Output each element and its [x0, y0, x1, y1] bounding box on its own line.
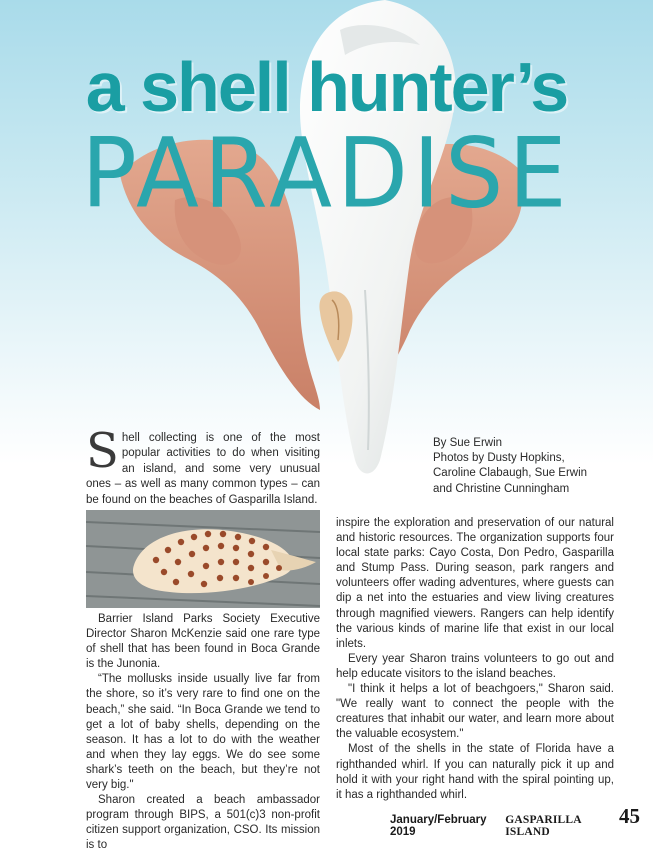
byline-photos-3: and Christine Cunningham [433, 482, 570, 495]
junonia-shell-photo [86, 510, 320, 608]
left-column [86, 612, 320, 854]
intro-text: hell collecting is one of the most popular activities to do when visiting an island, and some very unusual ones – as well as many common types – can be found on the beaches of Gasparilla Island. [86, 432, 320, 506]
title-line-2: PARADISE [81, 117, 572, 230]
byline-author: By Sue Erwin [433, 437, 503, 449]
byline [433, 436, 613, 497]
intro-paragraph [86, 423, 320, 508]
right-continuation: inspire the exploration and preservation of our natural and historic resources. The organization supports four local state parks: Cayo Costa, Don Pedro, Gasparilla and Stump Pass. During season, park rangers and volunteers offer wading adventures, where guests can dip a net into the estuaries and view living creatures through magnified viewers. Rangers can help identify the various kinds of marine life that exist in our local inlets. [336, 517, 614, 650]
right-paragraph-2: "I think it helps a lot of beachgoers," Sharon said. "We really want to connect the people with the creatures that inhabit our water, and learn more about the valuable ecosystem." [336, 683, 614, 741]
page-footer [390, 804, 640, 838]
drop-cap: S [86, 423, 119, 479]
left-paragraph-2: “The mollusks inside usually live far from the shore, so it’s very rare to find one on the beach,” she said. “In Boca Grande we tend to get a lot of baby shells, depending on the season. It has a lot to do with the weather and when they lay eggs. We do see some shark’s teeth on the beach, but they’re not very big." [86, 673, 320, 792]
left-paragraph-3: Sharon created a beach ambassador program through BIPS, a 501(c)3 non-profit citizen support organization, CSO. Its mission is to [86, 794, 320, 852]
right-paragraph-1: Every year Sharon trains volunteers to go out and help educate visitors to the island beaches. [336, 652, 614, 680]
byline-photos-2: Caroline Clabaugh, Sue Erwin [433, 467, 588, 480]
magazine-name: GASPARILLA ISLAND [505, 814, 582, 838]
page-number: 45 [619, 804, 640, 828]
right-column [336, 516, 614, 803]
left-paragraph-1: Barrier Island Parks Society Executive Director Sharon McKenzie said one rare type of shell that has been found in Boca Grande is the Junonia. [86, 613, 320, 671]
byline-photos: Photos by Dusty Hopkins, [433, 452, 565, 465]
issue-date: January/February 2019 [390, 814, 487, 838]
right-paragraph-3: Most of the shells in the state of Florida have a righthanded whirl. If you can naturally pick it up and hold it with your right hand with the spiral pointing up, it has a righthanded whirl. [336, 743, 614, 801]
title-line-1: a shell hunter’s [85, 48, 568, 126]
